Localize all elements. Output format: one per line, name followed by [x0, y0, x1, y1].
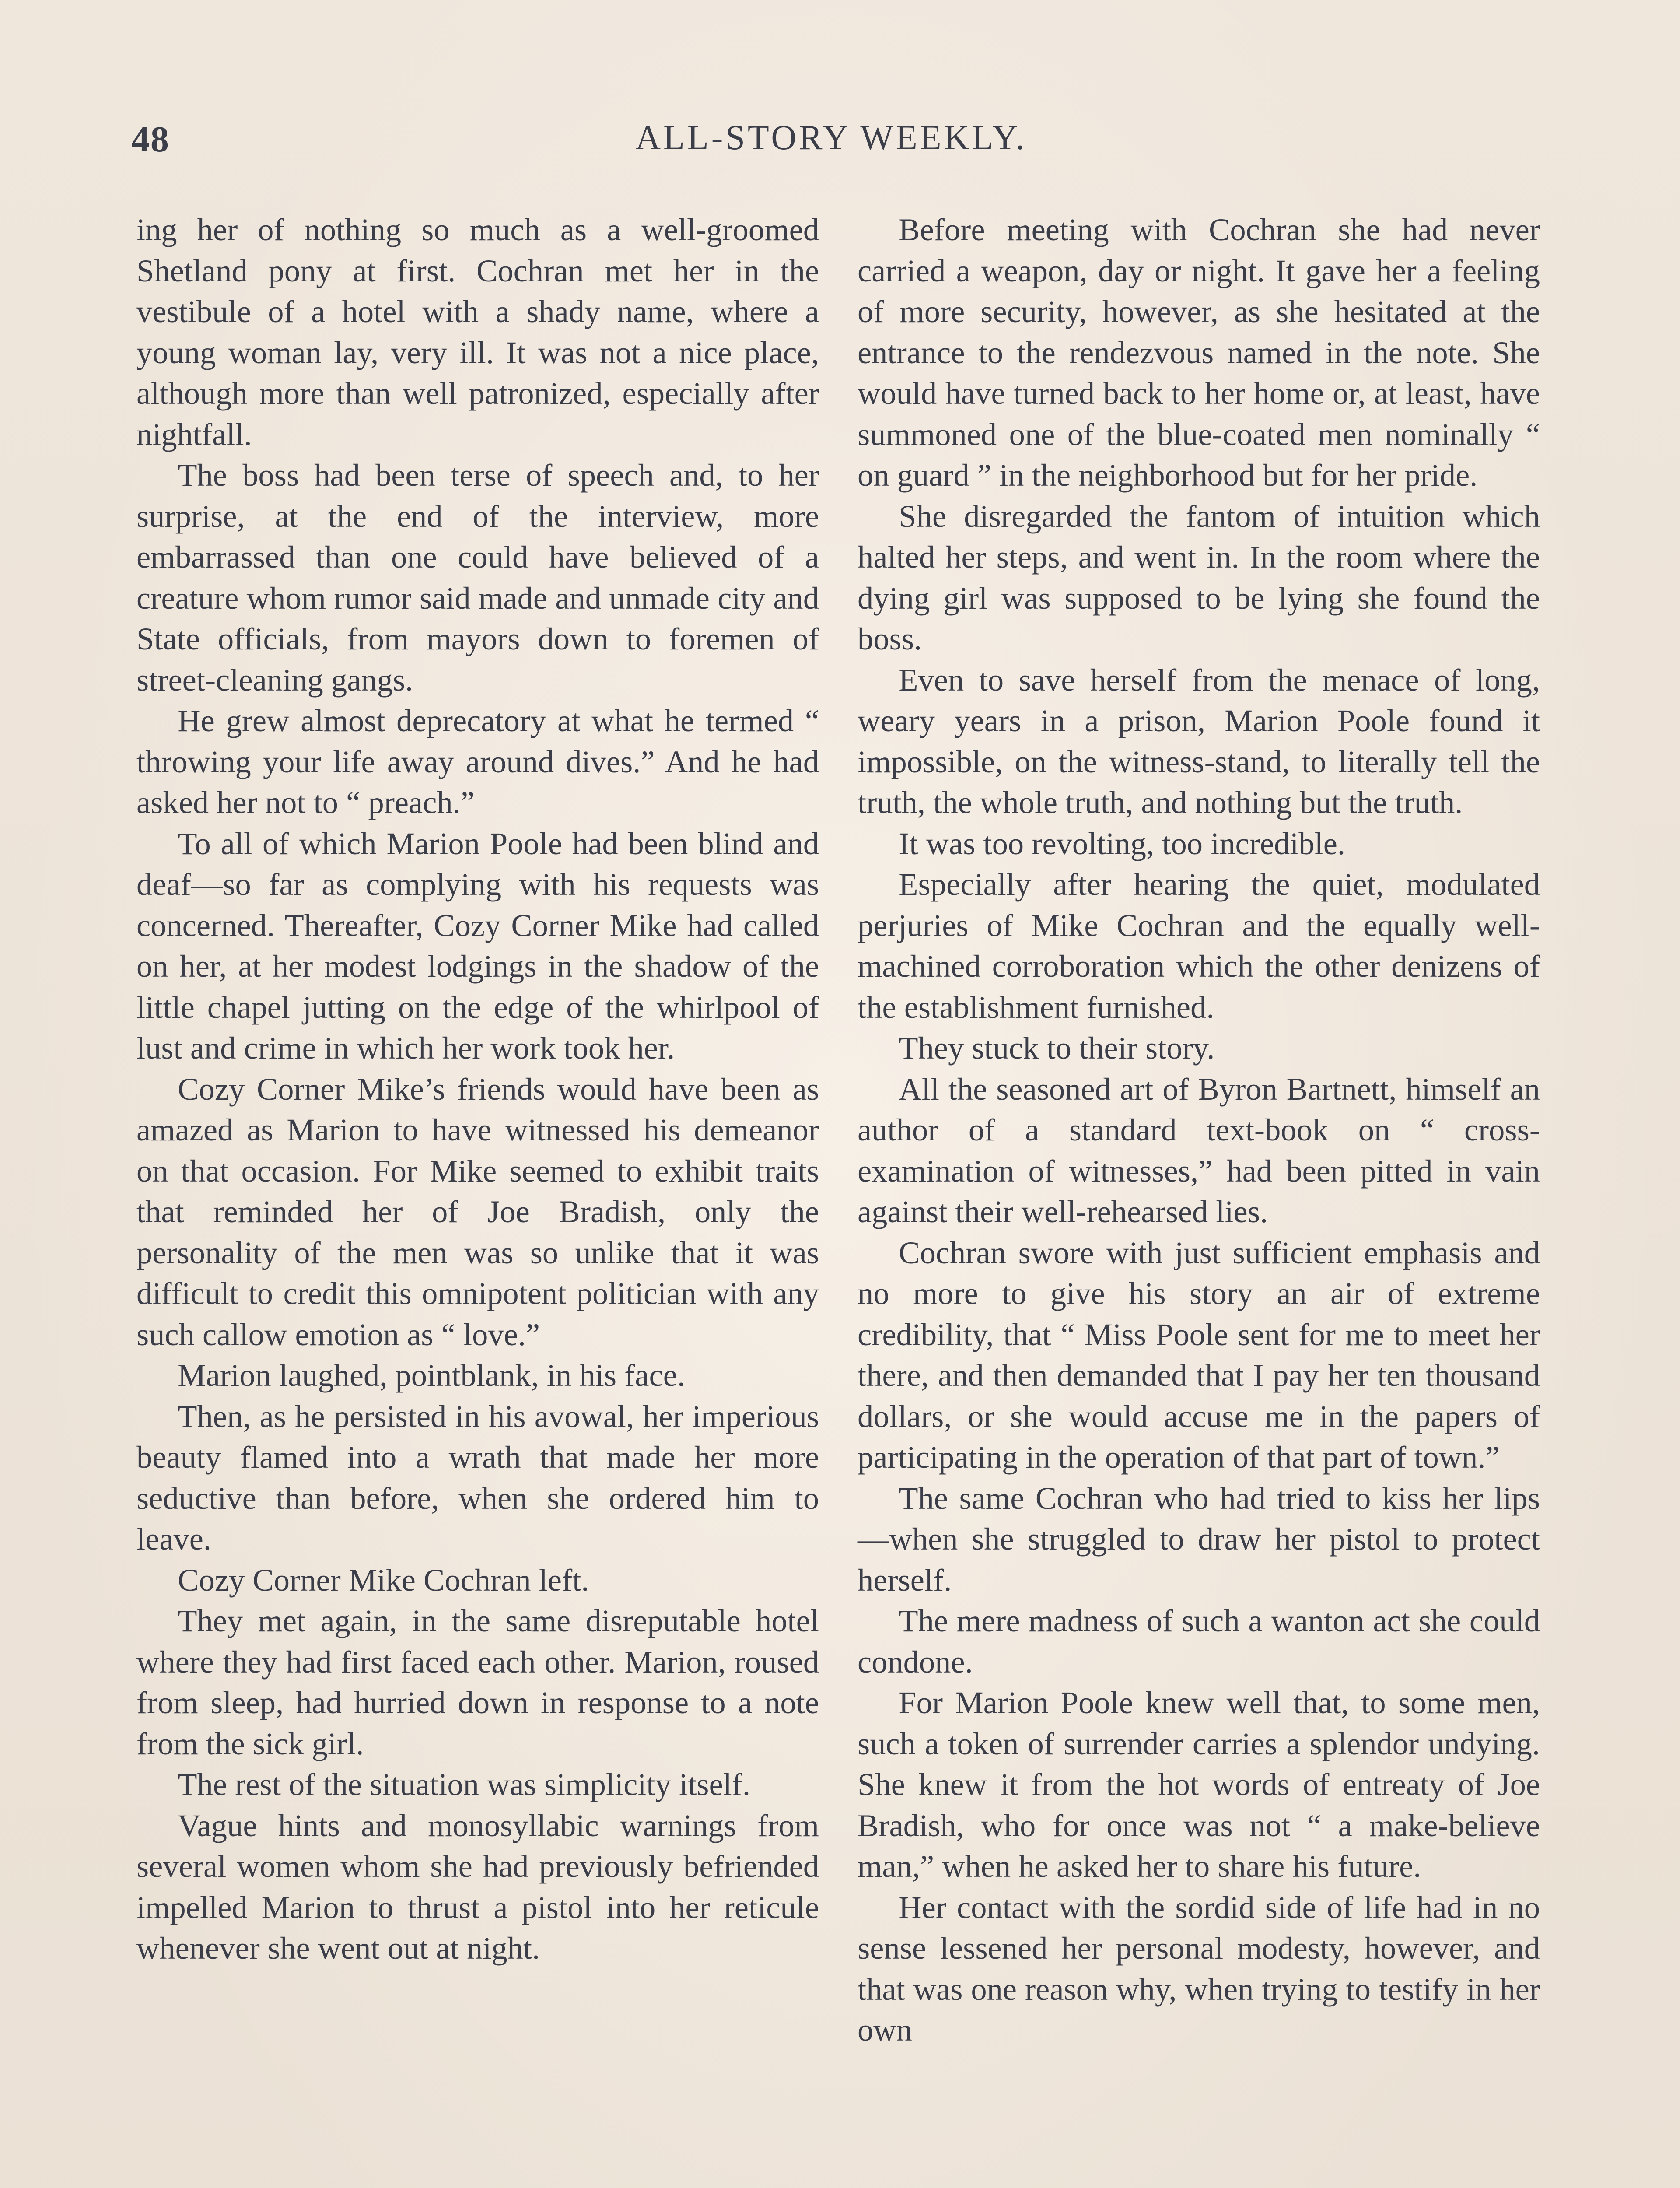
paragraph: Then, as he persisted in his avowal, her imperious beauty flamed into a wrath that made her more seductive than before, when she ordered him to leave.: [136, 1398, 819, 1557]
running-title: ALL-STORY WEEKLY.: [635, 119, 1027, 157]
paragraph: All the seasoned art of Byron Bartnett, himself an author of a standard text-book on “ cross-examination of witnesses,” had been pitted in vain against their well-rehearsed lies.: [858, 1071, 1540, 1229]
paragraph: The rest of the situation was simplicity itself.: [178, 1767, 751, 1802]
paragraph: Her contact with the sordid side of life had in no sense lessened her personal modesty, however, and that was one reason why, when trying to testify in her own: [858, 1889, 1540, 2048]
paragraph: Vague hints and monosyllabic warnings from several women whom she had previously befriended impelled Marion to thrust a pistol into her reticule whenever she went out at night.: [136, 1807, 819, 1966]
left-column: [136, 209, 819, 1969]
paragraph: The boss had been terse of speech and, to her surprise, at the end of the interview, more embarrassed than one could have believed of a creature whom rumor said made and unmade city and State officials, from mayors down to foremen of street-cleaning gangs.: [136, 457, 819, 698]
paragraph: They stuck to their story.: [899, 1030, 1215, 1066]
page-header: [131, 118, 1531, 179]
paragraph: They met again, in the same disreputable hotel where they had first faced each other. Marion, roused from sleep, had hurried down in response to a note from the sick girl.: [136, 1603, 819, 1761]
paragraph: The mere madness of such a wanton act she could condone.: [858, 1603, 1540, 1680]
paragraph: It was too revolting, too incredible.: [899, 825, 1346, 861]
paragraph: Even to save herself from the menace of long, weary years in a prison, Marion Poole found it impossible, on the witness-stand, to literally tell the truth, the whole truth, and nothing but the truth.: [858, 662, 1540, 820]
paragraph: Cozy Corner Mike Cochran left.: [178, 1562, 589, 1598]
paragraph: The same Cochran who had tried to kiss her lips—when she struggled to draw her pistol to protect herself.: [858, 1480, 1540, 1598]
right-column: [858, 209, 1540, 2051]
paragraph: Marion laughed, pointblank, in his face.: [178, 1357, 685, 1393]
paragraph: She disregarded the fantom of intuition which halted her steps, and went in. In the room where the dying girl was supposed to be lying she found the boss.: [858, 498, 1540, 656]
page-number: 48: [131, 119, 170, 160]
paragraph: For Marion Poole knew well that, to some men, such a token of surrender carries a splendor undying. She knew it from the hot words of entreaty of Joe Bradish, who for once was not “ a make-believe man,” when he asked her to share his future.: [858, 1685, 1540, 1884]
paragraph: Cozy Corner Mike’s friends would have been as amazed as Marion to have witnessed his demeanor on that occasion. For Mike seemed to exhibit traits that reminded her of Joe Bradish, only the personality of the men was so unlike that it was difficult to credit this omnipotent politician with any such callow emotion as “ love.”: [136, 1071, 819, 1352]
paragraph: To all of which Marion Poole had been blind and deaf—so far as complying with his requests was concerned. Thereafter, Cozy Corner Mike had called on her, at her modest lodgings in the shadow of the little chapel jutting on the edge of the whirlpool of lust and crime in which her work took her.: [136, 825, 819, 1066]
paragraph: Cochran swore with just sufficient emphasis and no more to give his story an air of extreme credibility, that “ Miss Poole sent for me to meet her there, and then demanded that I pay her ten thousand dollars, or she would accuse me in the papers of participating in the operation of that part of town.”: [858, 1234, 1540, 1475]
paragraph: Especially after hearing the quiet, modulated perjuries of Mike Cochran and the equally well-machined corroboration which the other denizens of the establishment furnished.: [858, 866, 1540, 1025]
paragraph: He grew almost deprecatory at what he termed “ throwing your life away around dives.” And he had asked her not to “ preach.”: [136, 703, 819, 820]
paragraph: Before meeting with Cochran she had never carried a weapon, day or night. It gave her a feeling of more security, however, as she hesitated at the entrance to the rendezvous named in the note. She would have turned back to her home or, at least, have summoned one of the blue-coated men nominally “ on guard ” in the neighborhood but for her pride.: [858, 212, 1540, 493]
paragraph: ing her of nothing so much as a well-groomed Shetland pony at first. Cochran met her in the vestibule of a hotel with a shady name, where a young woman lay, very ill. It was not a nice place, although more than well patronized, especially after nightfall.: [136, 212, 819, 452]
